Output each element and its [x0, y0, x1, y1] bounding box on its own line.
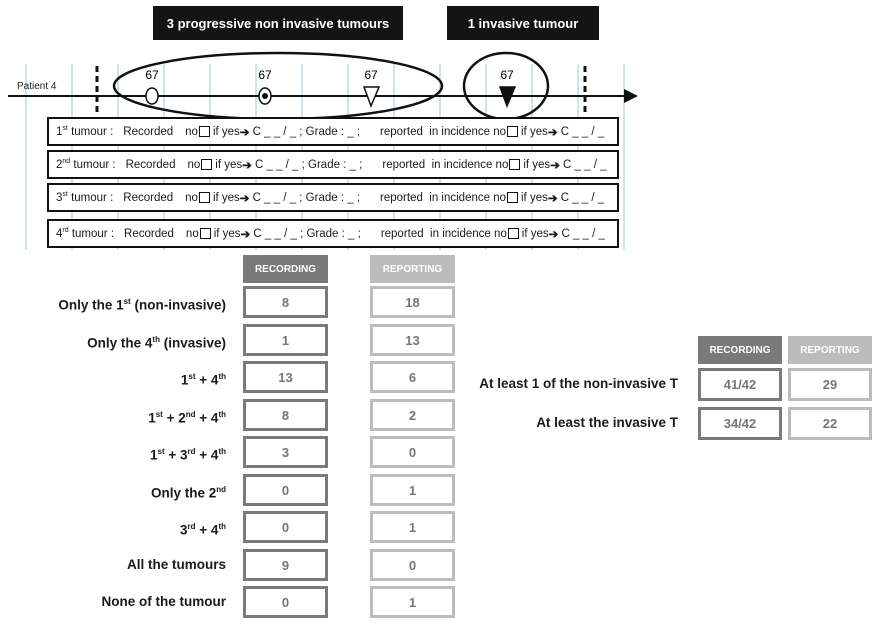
tumour-form-row: [47, 150, 619, 179]
tumour-form-row: [47, 183, 619, 212]
right-arrow-icon: ➔: [547, 126, 558, 139]
right-arrow-icon: ➔: [547, 192, 558, 205]
form-code-field[interactable]: C _ _ / _: [254, 158, 299, 171]
form-reported-label: reported: [382, 158, 426, 171]
form-tumour-word: tumour: [73, 158, 110, 171]
form-code-field[interactable]: C _ _ / _: [252, 191, 297, 204]
invasive-group-ellipse: [464, 53, 548, 119]
reporting-count-cell: 1: [370, 586, 455, 618]
tumour-2-age: 67: [258, 68, 272, 82]
timeline-arrowhead: [624, 89, 638, 103]
form-code-field[interactable]: C _ _ / _: [560, 191, 605, 204]
reported-no-checkbox[interactable]: [507, 192, 518, 203]
recorded-no-checkbox[interactable]: [199, 192, 210, 203]
recording-count-cell: 0: [243, 474, 328, 506]
reporting-count-cell: 0: [370, 549, 455, 581]
non-invasive-banner: 3 progressive non invasive tumours: [153, 6, 403, 40]
summary-label: At least 1 of the non-invasive T: [479, 376, 678, 391]
form-ordinal: 2nd: [56, 158, 71, 171]
form-ordinal: 1st: [56, 125, 68, 138]
right-arrow-icon: ➔: [548, 228, 559, 241]
form-colon: :: [110, 191, 114, 204]
summary-reporting-cell: 29: [788, 368, 872, 401]
right-arrow-icon: ➔: [239, 126, 250, 139]
form-if-yes-label: if yes: [523, 158, 551, 171]
reported-no-checkbox[interactable]: [507, 126, 518, 137]
form-if-yes-label: if yes: [215, 158, 243, 171]
form-no-label: no: [185, 191, 198, 204]
form-if-yes-label: if yes: [521, 191, 548, 204]
combination-label: 3rd + 4th: [180, 522, 226, 538]
form-code-field[interactable]: C _ _ / _: [253, 227, 297, 240]
summary-reporting-header: REPORTING: [788, 336, 872, 364]
recording-count-cell: 3: [243, 436, 328, 468]
reporting-count-cell: 1: [370, 474, 455, 506]
reporting-count-cell: 1: [370, 511, 455, 543]
form-no-label: no: [187, 158, 201, 171]
recording-count-cell: 8: [243, 399, 328, 431]
form-tumour-word: tumour: [71, 191, 107, 204]
form-code-field[interactable]: C _ _ / _: [563, 158, 607, 171]
recording-count-cell: 13: [243, 361, 328, 393]
recording-count-cell: 0: [243, 586, 328, 618]
form-incidence-label: in incidence: [430, 227, 491, 240]
form-grade-field[interactable]: ; Grade : _ ;: [299, 125, 361, 138]
form-recorded-label: Recorded: [124, 227, 174, 240]
form-no-label: no: [185, 125, 198, 138]
summary-label: At least the invasive T: [536, 415, 678, 430]
form-incidence-label: in incidence: [429, 125, 490, 138]
right-arrow-icon: ➔: [242, 159, 252, 172]
combination-label: Only the 1st (non-invasive): [58, 297, 226, 313]
form-ordinal: 3st: [56, 191, 68, 204]
recorded-no-checkbox[interactable]: [201, 159, 212, 170]
tumour-1-age: 67: [145, 68, 159, 82]
form-ordinal: 4rd: [56, 227, 69, 240]
form-grade-field[interactable]: ; Grade : _ ;: [301, 158, 363, 171]
form-no-label: no: [493, 191, 506, 204]
recording-header: RECORDING: [243, 255, 328, 283]
combination-label: 1st + 2nd + 4th: [148, 410, 226, 426]
form-colon: :: [110, 125, 114, 138]
form-tumour-word: tumour: [71, 125, 107, 138]
tumour-3-age: 67: [364, 68, 378, 82]
right-arrow-icon: ➔: [239, 192, 250, 205]
reporting-header: REPORTING: [370, 255, 455, 283]
recording-count-cell: 8: [243, 286, 328, 318]
non-invasive-group-ellipse: [114, 53, 442, 119]
form-no-label: no: [495, 158, 509, 171]
reported-no-checkbox[interactable]: [509, 159, 520, 170]
form-colon: :: [112, 158, 116, 171]
combination-label: All the tumours: [126, 557, 226, 572]
combination-label: 1st + 4th: [180, 372, 226, 388]
form-if-yes-label: if yes: [212, 191, 240, 204]
combination-label: Only the 2nd: [150, 485, 226, 501]
right-arrow-icon: ➔: [550, 159, 560, 172]
tumour-form-row: [47, 117, 619, 146]
form-reported-label: reported: [380, 191, 423, 204]
form-grade-field[interactable]: ; Grade : _ ;: [300, 227, 361, 240]
tumour-2-center-dot-icon: [262, 93, 268, 99]
form-no-label: no: [185, 227, 199, 240]
summary-reporting-cell: 22: [788, 407, 872, 440]
summary-recording-header: RECORDING: [698, 336, 782, 364]
form-grade-field[interactable]: ; Grade : _ ;: [299, 191, 361, 204]
recording-count-cell: 9: [243, 549, 328, 581]
form-incidence-label: in incidence: [431, 158, 493, 171]
reported-no-checkbox[interactable]: [508, 228, 519, 239]
combination-label: Only the 4th (invasive): [87, 335, 226, 351]
form-recorded-label: Recorded: [125, 158, 176, 171]
form-recorded-label: Recorded: [123, 191, 174, 204]
reporting-count-cell: 13: [370, 324, 455, 356]
form-code-field[interactable]: C _ _ / _: [561, 227, 605, 240]
tumour-4-age: 67: [500, 68, 514, 82]
patient-label: Patient 4: [17, 81, 57, 92]
summary-recording-cell: 34/42: [698, 407, 782, 440]
form-incidence-label: in incidence: [429, 191, 490, 204]
form-recorded-label: Recorded: [123, 125, 174, 138]
summary-recording-cell: 41/42: [698, 368, 782, 401]
combination-label: 1st + 3rd + 4th: [149, 447, 226, 463]
form-no-label: no: [493, 125, 506, 138]
recorded-no-checkbox[interactable]: [200, 228, 211, 239]
combination-label: None of the tumour: [101, 594, 226, 609]
form-if-yes-label: if yes: [213, 227, 241, 240]
form-if-yes-label: if yes: [212, 125, 240, 138]
form-code-field[interactable]: C _ _ / _: [252, 125, 297, 138]
recorded-no-checkbox[interactable]: [199, 126, 210, 137]
recording-count-cell: 0: [243, 511, 328, 543]
reporting-count-cell: 2: [370, 399, 455, 431]
tumour-form-row: [47, 219, 619, 248]
form-no-label: no: [493, 227, 507, 240]
form-colon: :: [110, 227, 115, 240]
form-reported-label: reported: [380, 227, 424, 240]
right-arrow-icon: ➔: [240, 228, 251, 241]
form-if-yes-label: if yes: [521, 125, 548, 138]
invasive-banner: 1 invasive tumour: [447, 6, 599, 40]
reporting-count-cell: 18: [370, 286, 455, 318]
tumour-1-open-circle-icon: [146, 88, 158, 104]
recording-count-cell: 1: [243, 324, 328, 356]
form-reported-label: reported: [380, 125, 423, 138]
reporting-count-cell: 6: [370, 361, 455, 393]
reporting-count-cell: 0: [370, 436, 455, 468]
form-code-field[interactable]: C _ _ / _: [560, 125, 605, 138]
form-tumour-word: tumour: [71, 227, 108, 240]
form-if-yes-label: if yes: [521, 227, 549, 240]
